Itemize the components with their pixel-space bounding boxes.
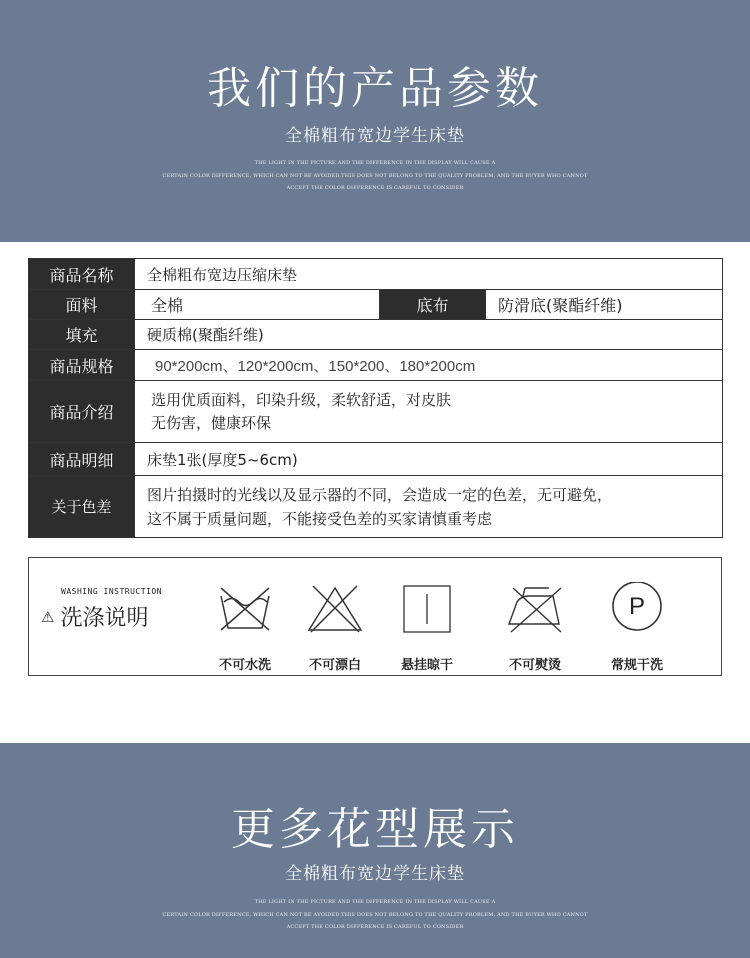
top-banner — [0, 0, 750, 242]
washing-heading — [41, 601, 148, 632]
washing-heading-en: WASHING INSTRUCTION — [61, 587, 163, 596]
table-row — [29, 290, 723, 320]
banner-subtitle: 全棉粗布宽边学生床垫 — [285, 126, 465, 146]
intro-line: 无伤害，健康环保 — [151, 413, 272, 432]
fine-print-line: CERTAIN COLOR DIFFERENCE, WHICH CAN NOT BE AVOIDED.THIS DOES NOT BELONG TO THE QUALITY PROBLEM, AND THE BUYER WHO CANNOT — [162, 911, 588, 918]
banner-subtitle: 全棉粗布宽边学生床垫 — [285, 864, 465, 884]
dry-clean-p-icon — [607, 582, 667, 634]
spec-value-color — [135, 476, 723, 538]
color-note-line: 这不属于质量问题，不能接受色差的买家请慎重考虑 — [147, 509, 493, 528]
spec-value-bottom: 防滑底(聚酯纤维) — [486, 290, 723, 320]
spec-value-size: 90*200cm、120*200cm、150*200、180*200cm — [135, 350, 723, 381]
bottom-banner — [0, 743, 750, 958]
spec-label-name: 商品名称 — [29, 259, 135, 290]
spec-label-bottom: 底布 — [380, 290, 486, 320]
fine-print-line: THE LIGHT IN THE PICTURE AND THE DIFFERENCE IN THE DISPLAY WILL CAUSE A — [254, 160, 496, 166]
no-bleach-icon — [305, 582, 365, 634]
banner-title: 我们的产品参数 — [207, 63, 543, 114]
washing-heading-cn: 洗涤说明 — [60, 606, 149, 631]
spec-label-color: 关于色差 — [29, 476, 135, 538]
spec-value-intro — [135, 381, 723, 443]
banner-title: 更多花型展示 — [231, 804, 519, 855]
fine-print-line: ACCEPT THE COLOR DIFFERENCE IS CAREFUL TO CONSIDER — [286, 185, 464, 191]
care-item-no-wash — [205, 582, 285, 673]
banner-fine-print — [0, 896, 750, 934]
no-iron-icon — [503, 582, 567, 634]
care-label: 不可水洗 — [218, 658, 271, 673]
banner-fine-print — [0, 157, 750, 195]
intro-line: 选用优质面料，印染升级，柔软舒适，对皮肤 — [151, 390, 452, 409]
product-spec-table — [28, 258, 723, 538]
care-item-line-dry — [387, 582, 467, 673]
line-dry-icon — [397, 582, 457, 634]
table-row — [29, 443, 723, 476]
care-label: 不可熨烫 — [508, 658, 561, 673]
spec-value-detail: 床垫1张(厚度5~6cm) — [135, 443, 723, 476]
spec-label-detail: 商品明细 — [29, 443, 135, 476]
spec-label-filling: 填充 — [29, 320, 135, 350]
care-item-dry-clean — [597, 582, 677, 673]
spec-label-intro: 商品介绍 — [29, 381, 135, 443]
fine-print-line: ACCEPT THE COLOR DIFFERENCE IS CAREFUL TO CONSIDER — [286, 924, 464, 930]
spec-value-name: 全棉粗布宽边压缩床垫 — [135, 259, 723, 290]
washing-instructions — [28, 557, 722, 676]
care-label: 常规干洗 — [610, 658, 663, 673]
spec-label-size: 商品规格 — [29, 350, 135, 381]
no-wash-icon — [215, 582, 275, 634]
table-row — [29, 259, 723, 290]
dry-clean-letter: P — [628, 593, 646, 620]
care-label: 不可漂白 — [308, 658, 361, 673]
fine-print-line: CERTAIN COLOR DIFFERENCE, WHICH CAN NOT BE AVOIDED.THIS DOES NOT BELONG TO THE QUALITY PROBLEM, AND THE BUYER WHO CANNOT — [162, 172, 588, 179]
table-row — [29, 350, 723, 381]
warning-icon: ⚠ — [41, 607, 55, 626]
care-item-no-iron — [495, 582, 575, 673]
care-item-no-bleach — [295, 582, 375, 673]
care-label: 悬挂晾干 — [400, 658, 453, 673]
table-row — [29, 381, 723, 443]
table-row — [29, 320, 723, 350]
spec-label-fabric: 面料 — [29, 290, 135, 320]
table-row — [29, 476, 723, 538]
spec-value-fabric: 全棉 — [135, 290, 380, 320]
spec-value-filling: 硬质棉(聚酯纤维) — [135, 320, 723, 350]
fine-print-line: THE LIGHT IN THE PICTURE AND THE DIFFERENCE IN THE DISPLAY WILL CAUSE A — [254, 899, 496, 905]
color-note-line: 图片拍摄时的光线以及显示器的不同，会造成一定的色差，无可避免， — [147, 485, 613, 504]
